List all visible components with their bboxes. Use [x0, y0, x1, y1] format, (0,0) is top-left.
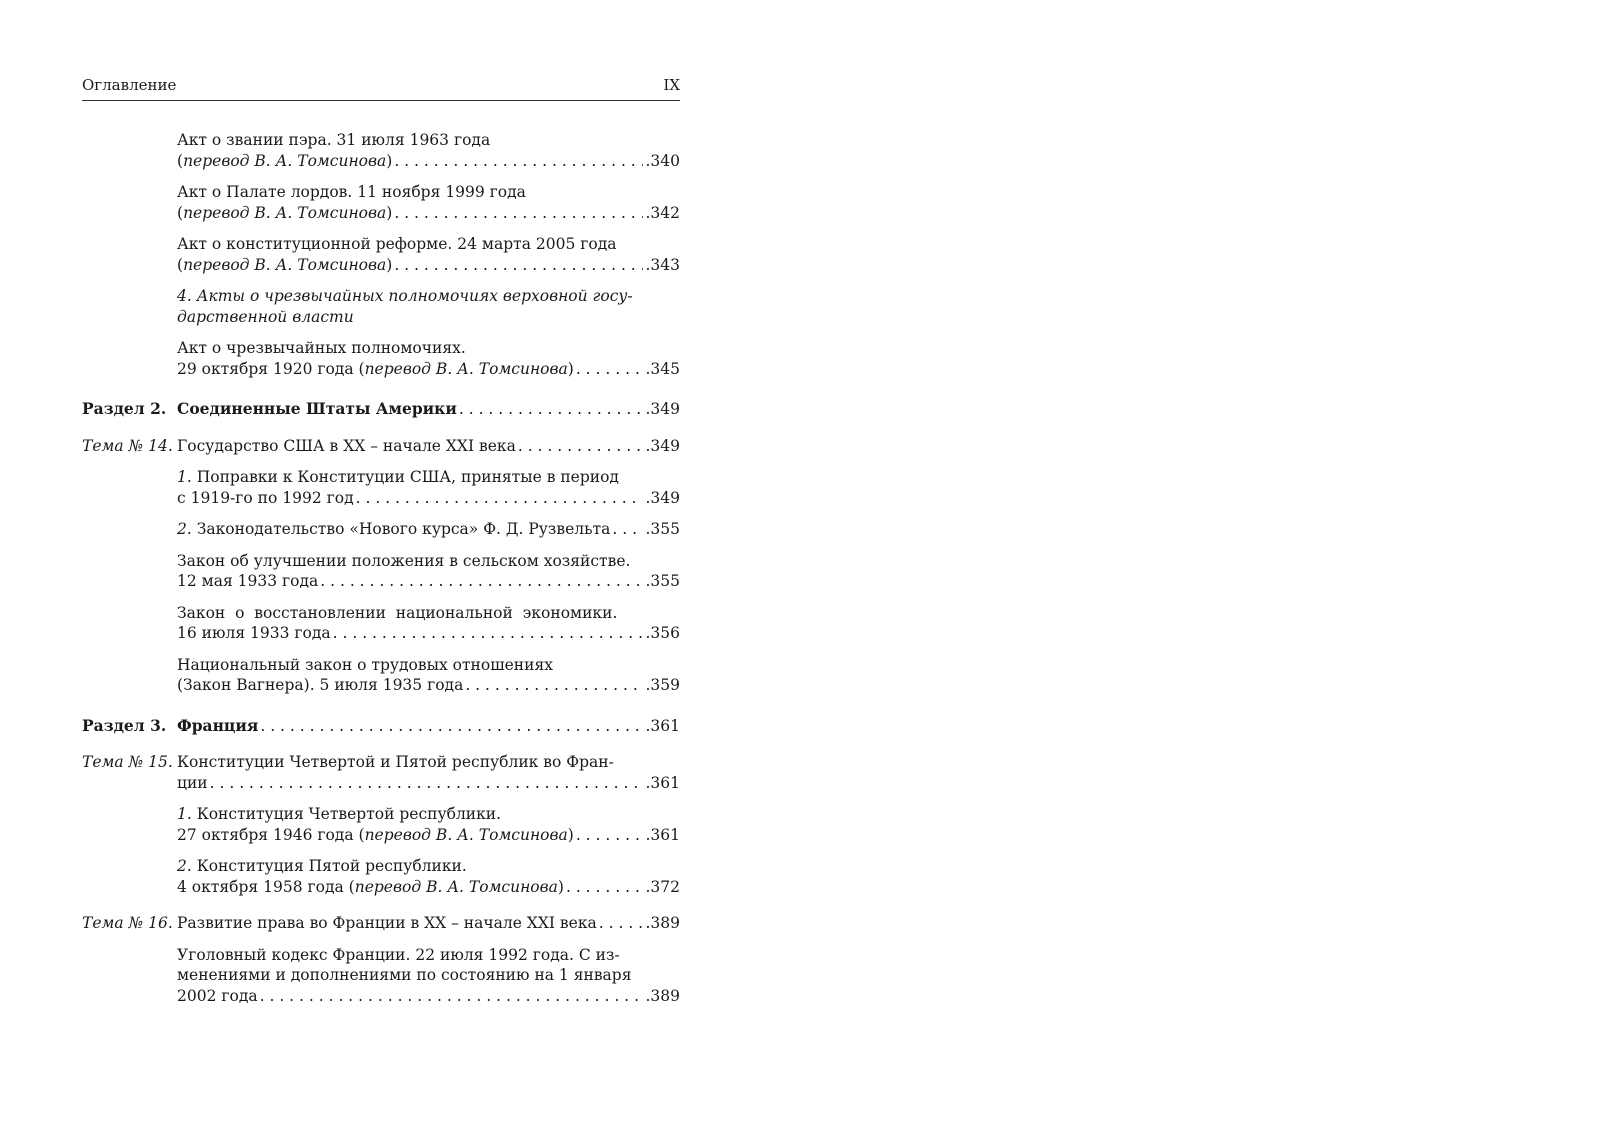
toc-entry-paren-open: (: [177, 255, 184, 274]
toc-entry-title: Акт о чрезвычайных полномочиях.: [177, 339, 466, 357]
toc-entry-page: .359: [645, 676, 680, 694]
running-header: [82, 76, 680, 101]
toc-entry-translator: перевод В. А. Томсинова: [183, 151, 387, 170]
running-header-title: Оглавление: [82, 76, 177, 94]
toc-entry-title: Закон об улучшении положения в сельском хозяйстве.: [177, 551, 631, 570]
toc-entry-paren-close: ): [386, 151, 393, 170]
leader-dots: [356, 488, 644, 509]
toc-section-page: .349: [645, 400, 680, 418]
leader-dots: [576, 825, 644, 846]
toc-subsection-title-line2: дарственной власти: [177, 307, 354, 326]
leader-dots: [333, 623, 644, 644]
leader-dots: [260, 716, 643, 737]
toc-entry-title-cont: (Закон Вагнера). 5 июля 1935 года: [177, 676, 464, 694]
toc-entry-page: .349: [645, 488, 680, 507]
toc-topic-title: Развитие права во Франции в XX – начале XXI века: [177, 914, 597, 932]
toc-topic-title: Государство США в XX – начале XXI века: [177, 436, 516, 455]
toc-entry: [82, 130, 680, 171]
toc-entry-title-cont: 12 мая 1933 года: [177, 572, 319, 590]
toc-entry-page: .361: [645, 825, 680, 844]
toc-topic-label: Тема № 15.: [82, 753, 173, 771]
toc-section: [82, 399, 680, 420]
toc-entry-title: Конституция Пятой республики.: [191, 857, 467, 875]
toc-entry-title-cont: 16 июля 1933 года: [177, 624, 331, 642]
toc-entry-translator: перевод В. А. Томсинова: [364, 359, 568, 378]
toc-subsection-heading: [82, 286, 680, 327]
toc-entry-title: Уголовный кодекс Франции. 22 июля 1992 года. С из-: [177, 945, 620, 964]
toc-entry-title-cont: с 1919-го по 1992 год: [177, 488, 354, 507]
toc-entry-title: Акт о звании пэра. 31 июля 1963 года: [177, 131, 491, 149]
toc-entry: [82, 804, 680, 845]
toc-subsection-title-line1: 4. Акты о чрезвычайных полномочиях верховной госу-: [177, 287, 633, 305]
toc-topic: [82, 436, 680, 457]
toc-section: [82, 716, 680, 737]
toc-entry-page: .342: [645, 203, 680, 222]
leader-dots: [394, 255, 643, 276]
leader-dots: [459, 399, 644, 420]
toc-topic-label: Тема № 16.: [82, 914, 173, 932]
toc-entry-translator: перевод В. А. Томсинова: [183, 203, 387, 222]
toc-entry-number: 1.: [177, 468, 192, 486]
leader-dots: [576, 359, 644, 380]
toc-entry-page: .355: [645, 572, 680, 590]
leader-dots: [465, 675, 643, 696]
toc-entry: [82, 467, 680, 508]
toc-section-title: Соединенные Штаты Америки: [177, 399, 457, 418]
toc-entry-paren-open: (: [177, 151, 184, 170]
toc-topic-page: .349: [645, 436, 680, 455]
toc-entry-paren-close: ): [567, 359, 574, 378]
toc-entry-number: 2.: [177, 857, 192, 875]
toc-entry: [82, 551, 680, 592]
toc-entry-title: Закон о восстановлении национальной экономики.: [177, 603, 618, 622]
toc-entry: [82, 655, 680, 696]
toc-entry-title: Поправки к Конституции США, принятые в период: [191, 468, 619, 486]
toc-entry-date: 29 октября 1920 года (: [177, 359, 365, 378]
toc-entry-page: .355: [645, 520, 680, 538]
toc-section-label: Раздел 3.: [82, 715, 167, 735]
leader-dots: [394, 151, 643, 172]
toc-entry: [82, 338, 680, 379]
toc-entry-paren-close: ): [567, 825, 574, 844]
toc-entry-translator: перевод В. А. Томсинова: [364, 825, 568, 844]
toc-entry-paren-close: ): [386, 203, 393, 222]
toc-topic: [82, 913, 680, 934]
toc-entry-title: Законодательство «Нового курса» Ф. Д. Рузвельта: [191, 520, 611, 538]
toc-entry-translator: перевод В. А. Томсинова: [183, 255, 387, 274]
leader-dots: [260, 986, 644, 1007]
toc-topic-page: .389: [645, 914, 680, 932]
leader-dots: [210, 773, 644, 794]
toc-entry-paren-close: ): [557, 877, 564, 896]
toc-entry-title-cont: 2002 года: [177, 986, 258, 1005]
toc-entry-page: .389: [645, 986, 680, 1005]
leader-dots: [612, 519, 643, 540]
toc-entry-date: 4 октября 1958 года (: [177, 877, 355, 896]
toc-entry-page: .372: [645, 877, 680, 896]
toc-entry-translator: перевод В. А. Томсинова: [354, 877, 558, 896]
toc-entry: [82, 234, 680, 275]
toc-entry-number: 2.: [177, 520, 192, 538]
toc-entry: [82, 945, 680, 1007]
toc-entry-number: 1.: [177, 805, 192, 823]
page-number: IX: [663, 76, 680, 94]
toc-entry-title-cont: менениями и дополнениями по состоянию на 1 января: [177, 966, 632, 984]
toc-entry-page: .356: [645, 624, 680, 642]
toc-entry: [82, 603, 680, 644]
toc-entry-title: Национальный закон о трудовых отношениях: [177, 655, 553, 674]
toc-entry-paren-close: ): [386, 255, 393, 274]
toc-entry-title: Конституция Четвертой республики.: [191, 805, 502, 823]
toc-entry: [82, 856, 680, 897]
toc-topic-title: Конституции Четвертой и Пятой республик во Фран-: [177, 753, 614, 771]
toc-entry-page: .340: [645, 151, 680, 170]
toc-topic-page: .361: [645, 773, 680, 792]
toc-topic-title-cont: ции: [177, 773, 208, 792]
toc-entry-date: 27 октября 1946 года (: [177, 825, 365, 844]
toc-entry-page: .345: [645, 359, 680, 378]
toc-entry-title: Акт о конституционной реформе. 24 марта 2005 года: [177, 235, 617, 253]
toc-entry-paren-open: (: [177, 203, 184, 222]
leader-dots: [320, 571, 643, 592]
toc-section-page: .361: [645, 716, 680, 735]
toc-entry: [82, 182, 680, 223]
leader-dots: [599, 913, 644, 934]
leader-dots: [518, 436, 644, 457]
toc-section-label: Раздел 2.: [82, 399, 167, 418]
toc-entry-title: Акт о Палате лордов. 11 ноября 1999 года: [177, 183, 526, 201]
table-of-contents: [82, 130, 680, 1006]
toc-topic-label: Тема № 14.: [82, 436, 173, 455]
leader-dots: [566, 877, 644, 898]
toc-topic: [82, 752, 680, 793]
toc-section-title: Франция: [177, 715, 259, 735]
toc-entry: [82, 519, 680, 540]
leader-dots: [394, 203, 643, 224]
toc-entry-page: .343: [645, 255, 680, 274]
